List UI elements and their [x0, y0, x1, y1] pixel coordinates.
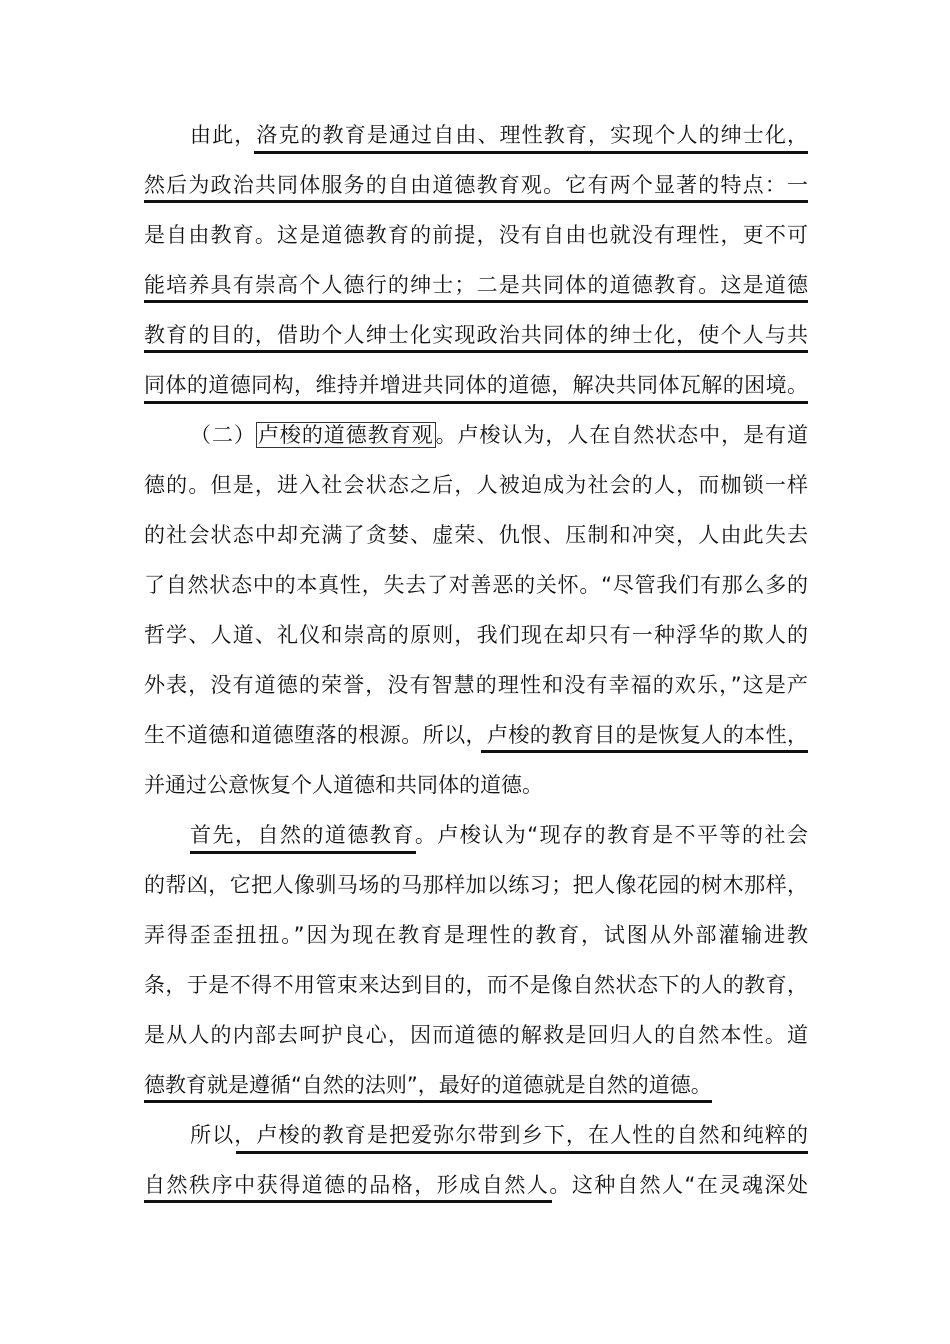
- underline: [144, 350, 808, 353]
- boxed-section-title: 卢梭的道德教育观: [257, 423, 434, 447]
- text-line: 教育的目的，借助个人绅士化实现政治共同体的绅士化，使个人与共: [144, 323, 808, 347]
- underline: [144, 1100, 712, 1103]
- text-line: 是从人的内部去呵护良心，因而道德的解救是回归人的自然本性。道: [144, 1023, 808, 1047]
- text-line: 条，于是不得不用管束来达到目的，而不是像自然状态下的人的教育，: [144, 973, 808, 997]
- text-span: 。卢梭认为，人在自然状态中，是有道: [435, 423, 808, 447]
- text-line: 然后为政治共同体服务的自由道德教育观。它有两个显著的特点：一: [144, 173, 808, 197]
- underline: [144, 401, 808, 404]
- text-line: 外表，没有道德的荣誉，没有智慧的理性和没有幸福的欢乐，”这是产: [144, 673, 808, 697]
- text-line: 能培养具有崇高个人德行的绅士；二是共同体的道德教育。这是道德: [144, 273, 808, 297]
- text-line: 了自然状态中的本真性，失去了对善恶的关怀。“尽管我们有那么多的: [144, 573, 808, 597]
- text-line: 所以，卢梭的教育是把爱弥尔带到乡下，在人性的自然和纯粹的: [190, 1123, 808, 1147]
- text-line: 自然秩序中获得道德的品格，形成自然人。这种自然人“在灵魂深处: [144, 1173, 808, 1197]
- underline: [481, 750, 808, 753]
- text-line: 的社会状态中却充满了贪婪、虚荣、仇恨、压制和冲突，人由此失去: [144, 523, 808, 547]
- underline: [144, 300, 808, 303]
- underline: [144, 200, 808, 203]
- text-line: 首先，自然的道德教育。卢梭认为“现存的教育是不平等的社会: [190, 823, 808, 847]
- text-line: 弄得歪歪扭扭。”因为现在教育是理性的教育，试图从外部灌输进教: [144, 923, 808, 947]
- text-line: 德教育就是遵循“自然的法则”，最好的道德就是自然的道德。: [144, 1073, 712, 1097]
- text-line: 德的。但是，进入社会状态之后，人被迫成为社会的人，而枷锁一样: [144, 473, 808, 497]
- text-line: 是自由教育。这是道德教育的前提，没有自由也就没有理性，更不可: [144, 223, 808, 247]
- underline: [254, 151, 808, 154]
- section-heading-line: [190, 420, 808, 450]
- text-line: 哲学、人道、礼仪和崇高的原则，我们现在却只有一种浮华的欺人的: [144, 623, 808, 647]
- text-line: 同体的道德同构，维持并增进共同体的道德，解决共同体瓦解的困境。: [144, 373, 808, 397]
- text-line: 的帮凶，它把人像驯马场的马那样加以练习；把人像花园的树木那样，: [144, 873, 808, 897]
- text-line: 由此，洛克的教育是通过自由、理性教育，实现个人的绅士化，: [190, 123, 808, 147]
- underline: [190, 851, 416, 854]
- underline: [144, 1200, 552, 1203]
- section-number: （二）: [190, 423, 256, 447]
- text-line: 生不道德和道德堕落的根源。所以，卢梭的教育目的是恢复人的本性，: [144, 723, 808, 747]
- underline: [236, 1151, 808, 1154]
- text-line: 并通过公意恢复个人道德和共同体的道德。: [144, 773, 543, 797]
